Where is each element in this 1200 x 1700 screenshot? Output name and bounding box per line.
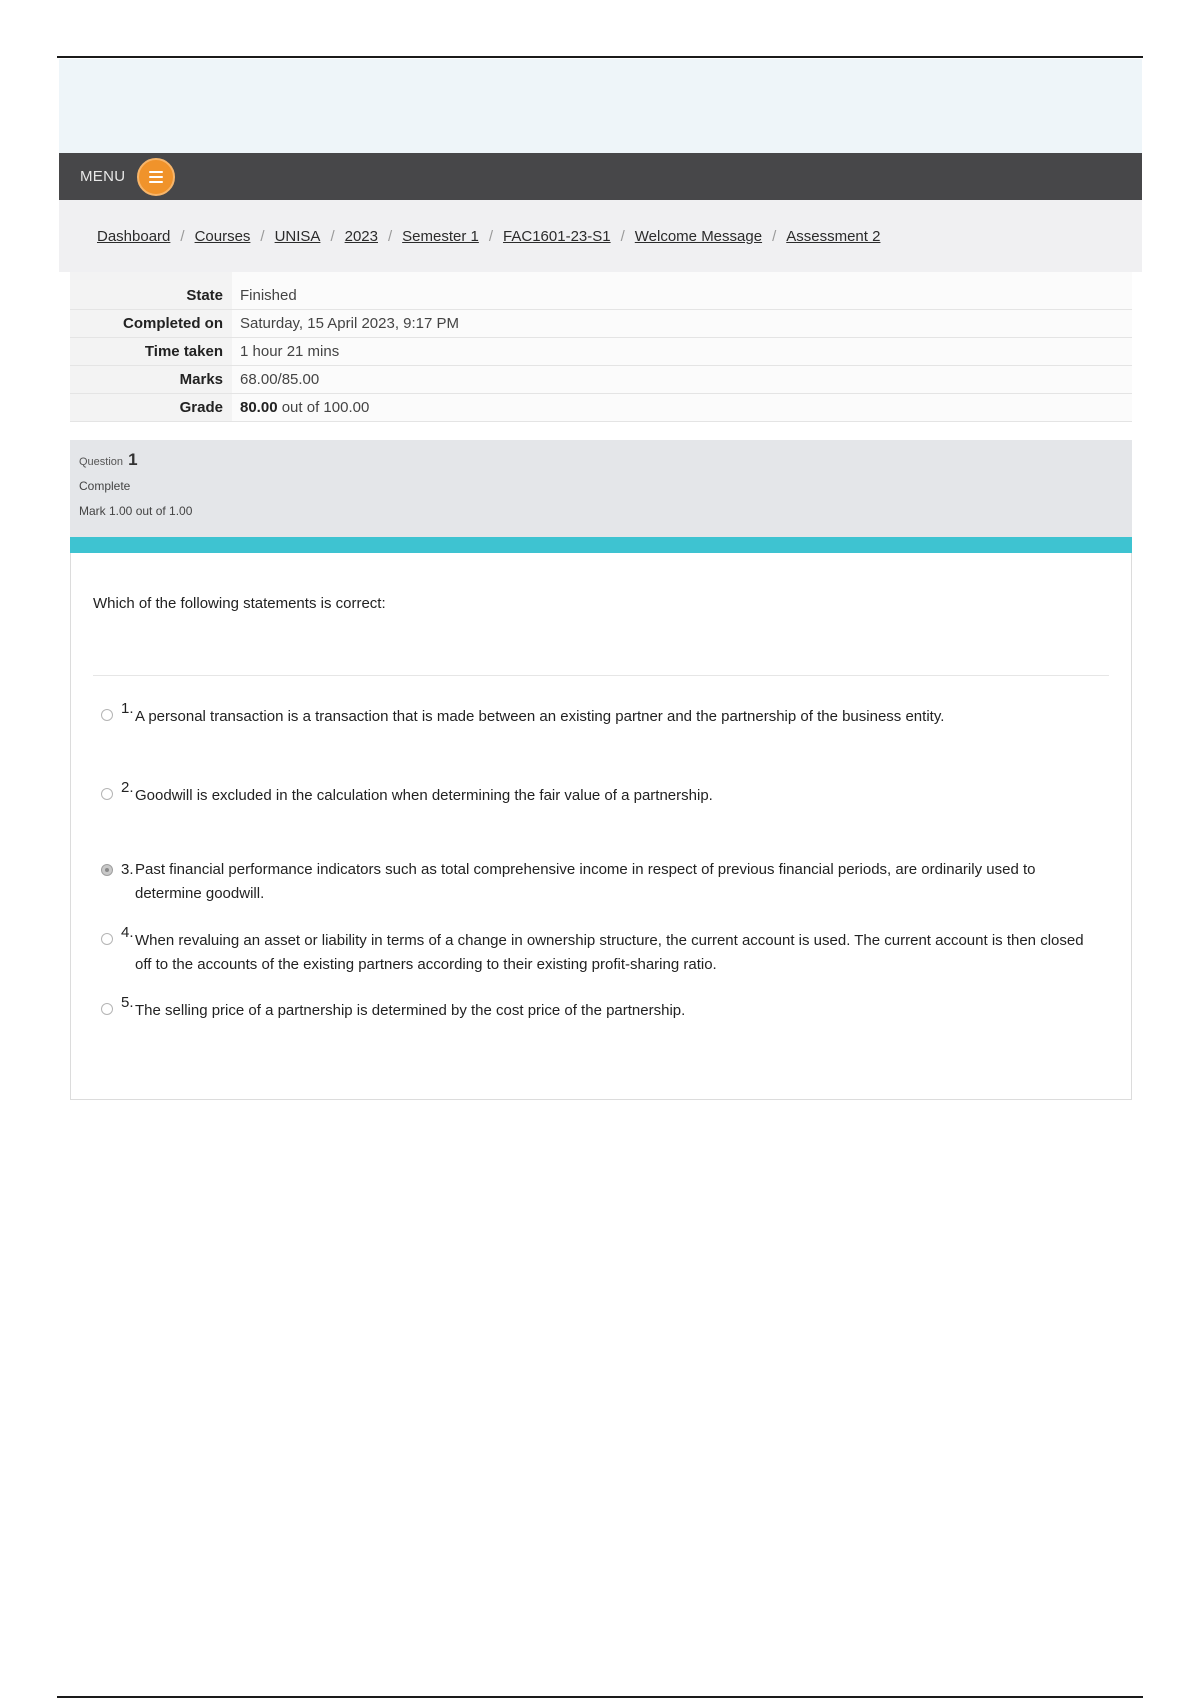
breadcrumb-dashboard[interactable]: Dashboard <box>97 227 171 245</box>
grade-label: Grade <box>70 394 232 422</box>
option-text: Past financial performance indicators such as total comprehensive income in respect of previous financial periods, are ordinarily used to determine goodwill. <box>135 861 1036 902</box>
question-info-panel <box>70 440 1132 537</box>
option-text: A personal transaction is a transaction that is made between an existing partner and the partnership of the business entity. <box>135 708 945 725</box>
bottom-rule <box>57 1696 1143 1698</box>
answer-option-3[interactable] <box>101 858 1101 906</box>
radio-button-selected[interactable] <box>101 864 113 876</box>
option-number: 3. <box>121 861 134 878</box>
grade-value <box>232 394 1132 422</box>
table-row <box>70 394 1132 422</box>
breadcrumb-separator: / <box>180 227 185 245</box>
breadcrumb-welcome[interactable]: Welcome Message <box>634 227 763 245</box>
grade-score: 80.00 <box>240 399 278 416</box>
question-number-value: 1 <box>128 450 138 469</box>
divider <box>93 675 1109 676</box>
table-row <box>70 282 1132 310</box>
option-number: 1. <box>121 700 134 717</box>
hamburger-menu-icon <box>149 171 163 183</box>
menu-toggle-button[interactable] <box>137 158 175 196</box>
question-label: Question <box>79 456 124 468</box>
answer-option-1[interactable] <box>101 700 1101 729</box>
breadcrumb-assessment[interactable]: Assessment 2 <box>786 227 881 245</box>
menu-bar <box>59 153 1142 200</box>
marks-label: Marks <box>70 366 232 394</box>
answer-option-4[interactable] <box>101 924 1101 977</box>
attempt-summary-table <box>70 282 1132 422</box>
option-number: 5. <box>121 994 134 1011</box>
breadcrumb-unisa[interactable]: UNISA <box>274 227 321 245</box>
state-value: Finished <box>232 282 1132 310</box>
breadcrumb <box>97 228 880 245</box>
menu-label: MENU <box>80 168 126 185</box>
breadcrumb-separator: / <box>620 227 625 245</box>
radio-button[interactable] <box>101 1003 113 1015</box>
question-number <box>79 450 1132 470</box>
breadcrumb-separator: / <box>330 227 335 245</box>
breadcrumb-separator: / <box>260 227 265 245</box>
radio-button[interactable] <box>101 788 113 800</box>
breadcrumb-separator: / <box>488 227 494 245</box>
table-row <box>70 366 1132 394</box>
time-taken-value: 1 hour 21 mins <box>232 338 1132 366</box>
top-rule <box>57 56 1143 58</box>
grade-suffix: out of 100.00 <box>277 399 370 416</box>
completed-value: Saturday, 15 April 2023, 9:17 PM <box>232 310 1132 338</box>
option-number: 2. <box>121 779 134 796</box>
option-text: The selling price of a partnership is determined by the cost price of the partnership. <box>135 1002 686 1019</box>
question-content <box>70 553 1132 1100</box>
question-text: Which of the following statements is correct: <box>93 595 386 612</box>
table-row <box>70 310 1132 338</box>
option-number: 4. <box>121 924 134 941</box>
option-text: Goodwill is excluded in the calculation when determining the fair value of a partnership. <box>135 787 713 804</box>
radio-button[interactable] <box>101 709 113 721</box>
summary-row-partial <box>70 272 1132 282</box>
breadcrumb-separator: / <box>387 227 393 245</box>
breadcrumb-bar <box>59 200 1142 272</box>
breadcrumb-course[interactable]: FAC1601-23-S1 <box>503 227 611 245</box>
state-label: State <box>70 282 232 310</box>
question-mark: Mark 1.00 out of 1.00 <box>79 504 193 518</box>
answer-option-2[interactable] <box>101 779 1101 808</box>
radio-button[interactable] <box>101 933 113 945</box>
header-banner <box>59 59 1142 153</box>
answer-option-5[interactable] <box>101 994 1101 1023</box>
completed-label: Completed on <box>70 310 232 338</box>
question-status: Complete <box>79 479 131 493</box>
marks-value: 68.00/85.00 <box>232 366 1132 394</box>
breadcrumb-year[interactable]: 2023 <box>344 227 378 245</box>
question-accent-bar <box>70 537 1132 553</box>
breadcrumb-separator: / <box>772 227 777 245</box>
option-text: When revaluing an asset or liability in terms of a change in ownership structure, the current account is used. The current account is then closed off to the accounts of the existing partners according to their existing profit-sharing ratio. <box>135 932 1084 973</box>
table-row <box>70 338 1132 366</box>
breadcrumb-semester[interactable]: Semester 1 <box>402 227 479 245</box>
time-taken-label: Time taken <box>70 338 232 366</box>
breadcrumb-courses[interactable]: Courses <box>194 227 251 245</box>
